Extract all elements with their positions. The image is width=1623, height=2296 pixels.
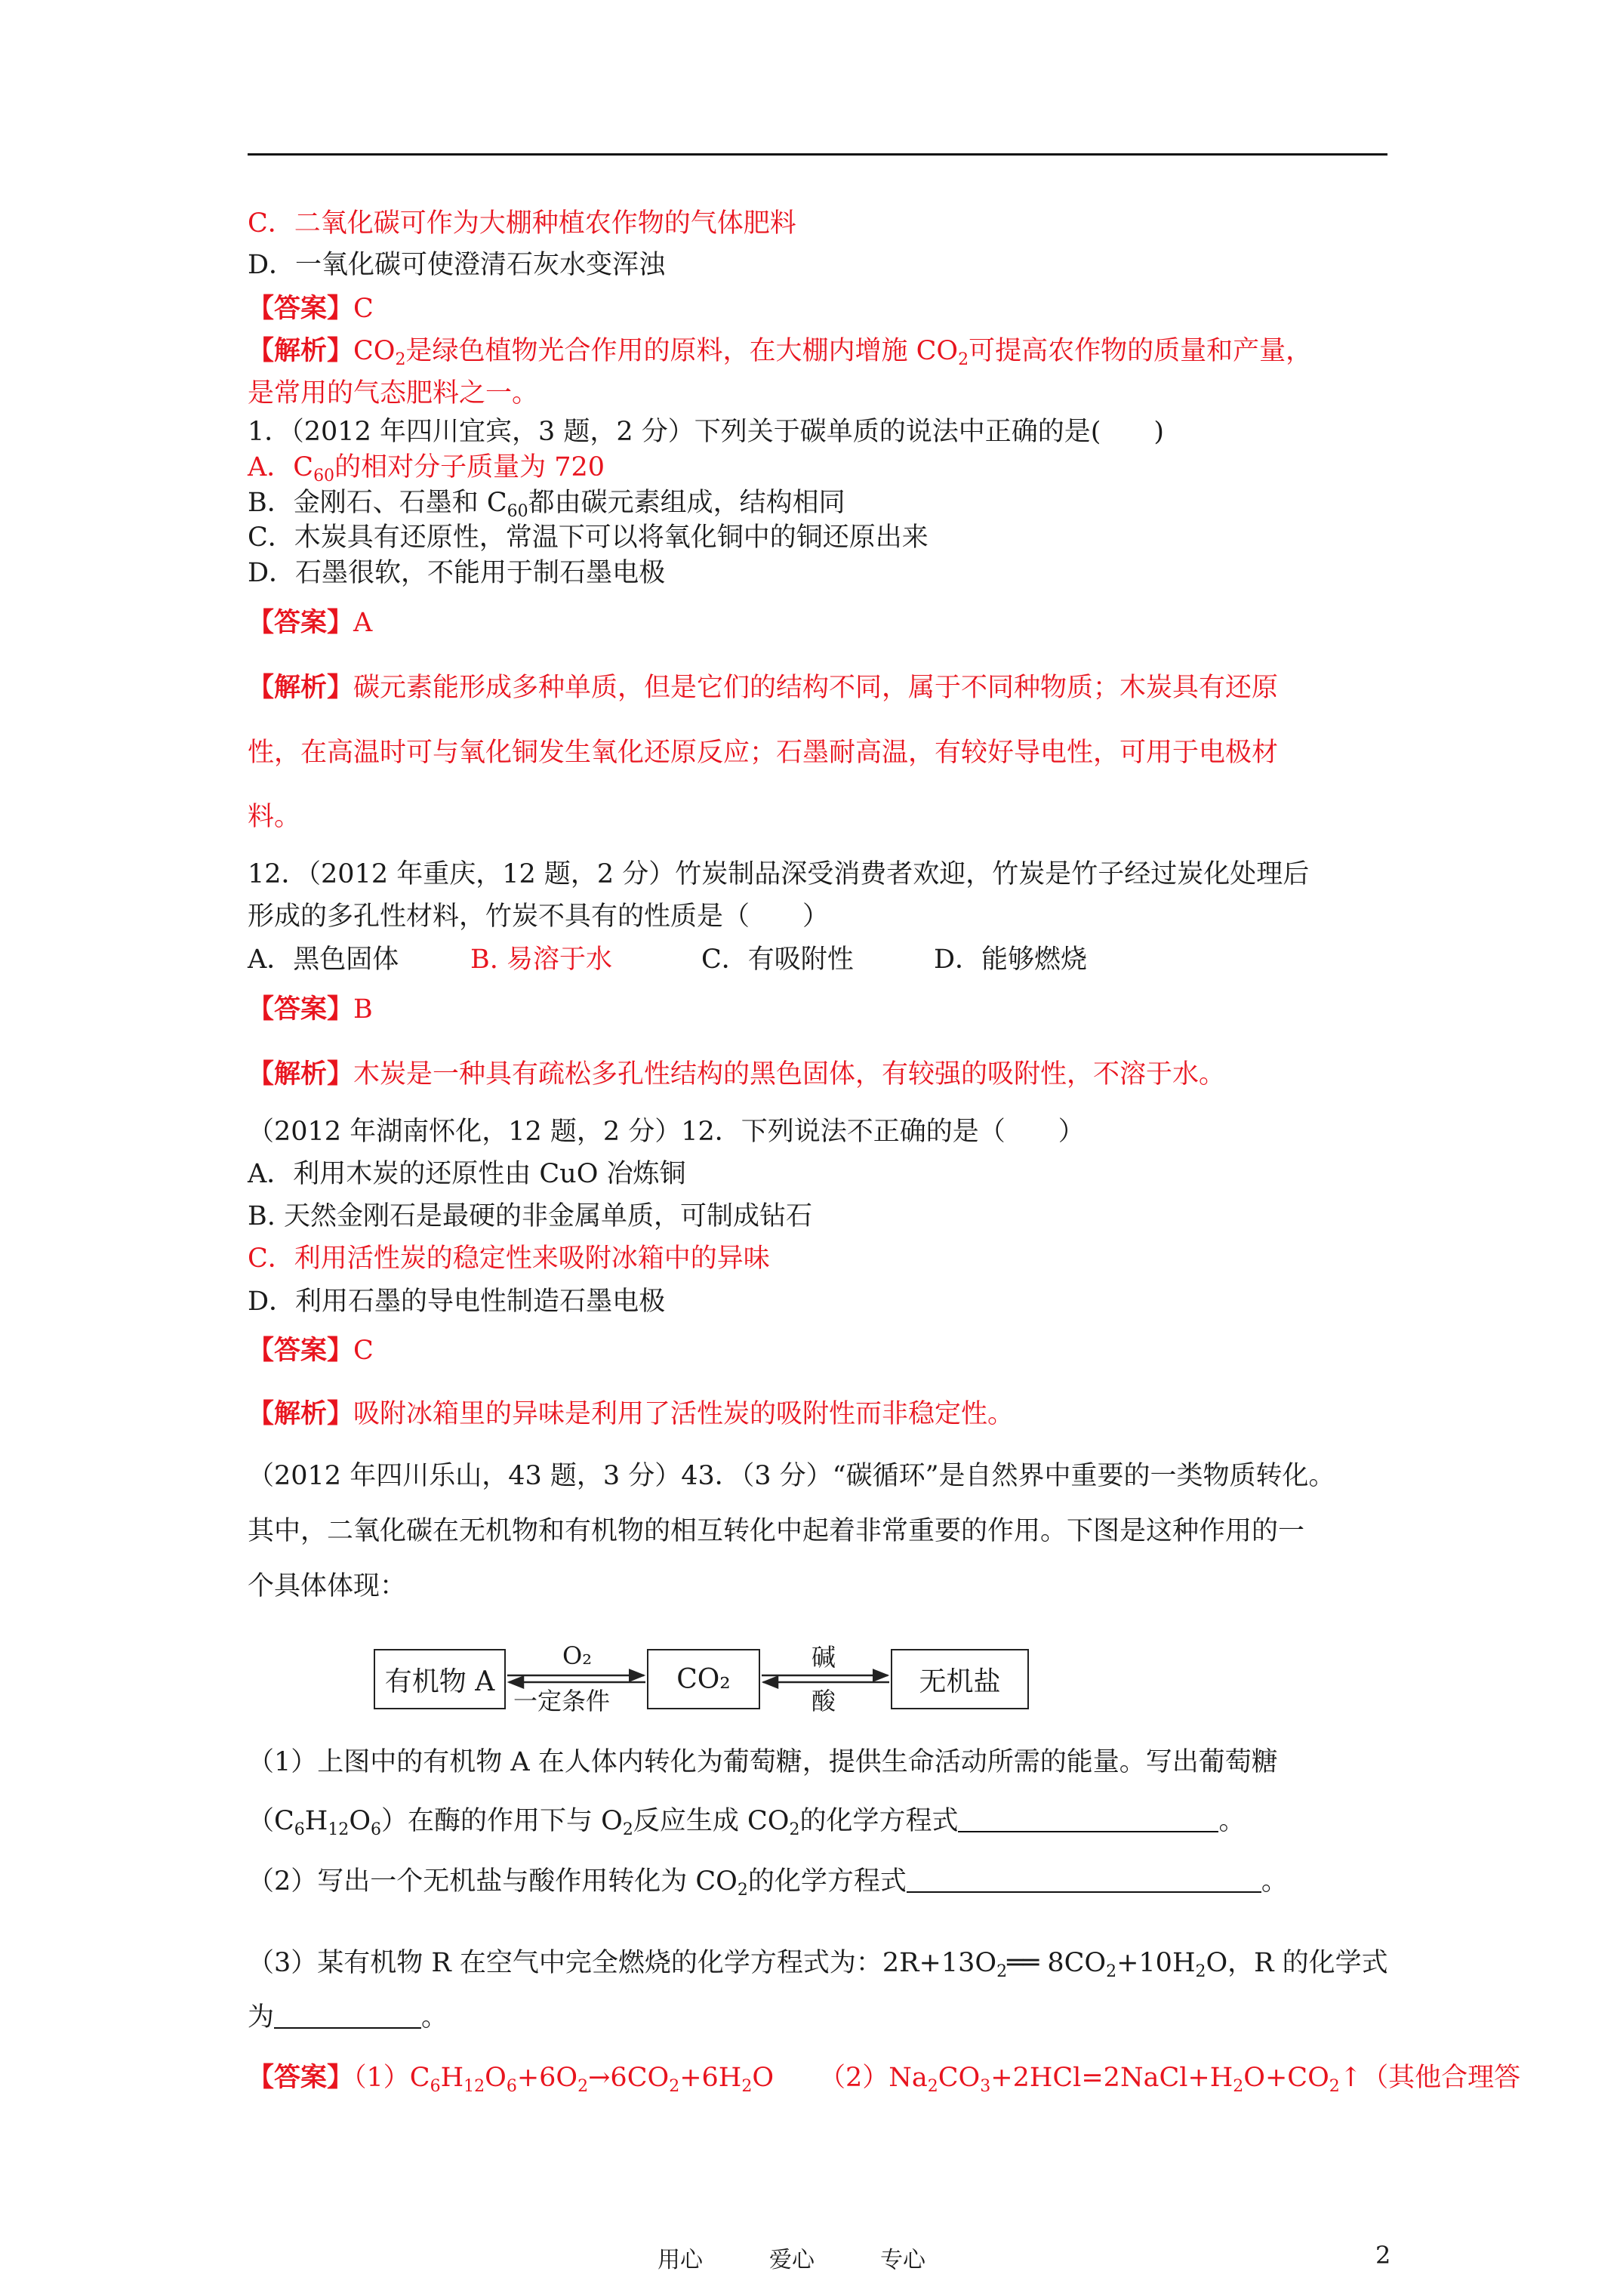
- text: （C: [248, 1806, 294, 1836]
- q12-analysis: [248, 1056, 1225, 1093]
- subscript: 12: [328, 1820, 350, 1839]
- answer-label: 【答案】: [248, 293, 354, 324]
- q-huaihua-option-a: A．利用木炭的还原性由 CuO 冶炼铜: [248, 1159, 686, 1189]
- text: O: [752, 2063, 775, 2093]
- text: 。: [1218, 1806, 1246, 1836]
- q43-part1-line1: （1）上图中的有机物 A 在人体内转化为葡萄糖，提供生命活动所需的能量。写出葡萄糖: [248, 1747, 1278, 1777]
- text: O，R 的化学式: [1206, 1948, 1388, 1978]
- label-o2: O₂: [562, 1641, 593, 1670]
- answer-label: 【答案】: [248, 994, 354, 1025]
- subscript: 2: [741, 2077, 753, 2096]
- answer-label: 【答案】: [248, 2062, 354, 2093]
- subscript: 6: [506, 2077, 517, 2096]
- label-base: 碱: [812, 1643, 836, 1672]
- subscript: 2: [737, 1881, 748, 1900]
- text: O+CO: [1243, 2063, 1329, 2093]
- q1-stem: 1．（2012 年四川宜宾，3 题，2 分）下列关于碳单质的说法中正确的是( ): [248, 417, 1165, 447]
- q-huaihua-stem: （2012 年湖南怀化，12 题，2 分）12．下列说法不正确的是（ ）: [248, 1117, 1085, 1147]
- analysis-label: 【解析】: [248, 1398, 354, 1429]
- q-prev-option-d: D．一氧化碳可使澄清石灰水变浑浊: [248, 250, 666, 280]
- q-huaihua-analysis: [248, 1396, 1014, 1432]
- q1-option-c: C．木炭具有还原性，常温下可以将氧化铜中的铜还原出来: [248, 522, 929, 553]
- q43-stem-line3: 个具体体现：: [248, 1571, 407, 1601]
- text: +10H: [1116, 1948, 1196, 1978]
- answer-blank: [958, 1805, 1218, 1832]
- text: 的化学方程式: [747, 1866, 907, 1897]
- text: O: [485, 2063, 507, 2093]
- subscript: 60: [507, 502, 528, 521]
- answer-value: C: [353, 294, 374, 324]
- diagram-arrows: [374, 1643, 1061, 1711]
- answer-value: B: [353, 994, 373, 1025]
- subscript: 2: [577, 2077, 589, 2096]
- q12-answer: [248, 991, 373, 1028]
- text: ══ 8CO: [1007, 1948, 1107, 1978]
- subscript: 6: [430, 2077, 441, 2096]
- text: CO: [938, 2063, 981, 2093]
- text: （2）写出一个无机盐与酸作用转化为 CO: [248, 1866, 738, 1897]
- footer-text-1: 用心: [658, 2247, 703, 2273]
- text: →6CO: [588, 2063, 670, 2093]
- answer-blank: [274, 2002, 421, 2029]
- q1-analysis-line1: [248, 670, 1278, 706]
- q-huaihua-answer: [248, 1333, 374, 1369]
- text: ）在酶的作用下与 O: [381, 1806, 623, 1836]
- subscript: 2: [1106, 1962, 1117, 1981]
- label-acid: 酸: [812, 1687, 836, 1715]
- answer-value: A: [353, 608, 373, 638]
- q1-option-b: [248, 485, 845, 521]
- text: O: [349, 1806, 371, 1836]
- footer-text-3: 专心: [880, 2247, 925, 2273]
- q12-stem-line2: 形成的多孔性材料，竹炭不具有的性质是（ ）: [248, 901, 830, 932]
- analysis-text: 是绿色植物光合作用的原料，在大棚内增施 CO: [405, 336, 959, 366]
- analysis-label: 【解析】: [248, 672, 354, 703]
- q1-analysis-line3: 料。: [248, 802, 301, 832]
- analysis-text: 可提高农作物的质量和产量，: [969, 336, 1313, 366]
- subscript: 3: [980, 2077, 991, 2096]
- option-text: B．金刚石、石墨和 C: [248, 488, 507, 518]
- answer-label: 【答案】: [248, 607, 354, 638]
- q-huaihua-option-b: B. 天然金刚石是最硬的非金属单质，可制成钻石: [248, 1201, 812, 1231]
- option-text: A．C: [248, 452, 314, 482]
- analysis-text: 吸附冰箱里的异味是利用了活性炭的吸附性而非稳定性。: [353, 1399, 1015, 1429]
- text: H: [440, 2063, 464, 2093]
- subscript: 2: [927, 2077, 938, 2096]
- subscript: 2: [1329, 2077, 1340, 2096]
- header-rule: [248, 153, 1387, 156]
- subscript: 2: [1233, 2077, 1244, 2096]
- q12-option-c: C．有吸附性: [701, 945, 854, 975]
- q-prev-option-c: C．二氧化碳可作为大棚种植农作物的气体肥料: [248, 208, 796, 239]
- subscript: 2: [669, 2077, 680, 2096]
- analysis-text: 木炭是一种具有疏松多孔性结构的黑色固体，有较强的吸附性，不溶于水。: [353, 1059, 1226, 1089]
- box-inorganic-salt: 无机盐: [891, 1649, 1029, 1709]
- text: +6H: [679, 2063, 742, 2093]
- option-text: 都由碳元素组成，结构相同: [528, 488, 845, 518]
- subscript: 2: [789, 1820, 800, 1839]
- carbon-cycle-diagram: [374, 1641, 1061, 1715]
- q-prev-analysis-line1: [248, 333, 1312, 369]
- q43-part3-line1: [248, 1945, 1388, 1981]
- text: 的化学方程式: [799, 1806, 959, 1836]
- analysis-text: 碳元素能形成多种单质，但是它们的结构不同，属于不同种物质；木炭具有还原: [353, 673, 1279, 703]
- q12-stem-line1: 12．（2012 年重庆，12 题，2 分）竹炭制品深受消费者欢迎，竹炭是竹子经过炭化处理后: [248, 859, 1310, 889]
- subscript: 2: [395, 350, 406, 369]
- q1-option-a: [248, 449, 605, 485]
- q-prev-analysis-line2: 是常用的气态肥料之一。: [248, 378, 539, 408]
- text: 反应生成 CO: [633, 1806, 790, 1836]
- subscript: 2: [1195, 1962, 1206, 1981]
- subscript: 2: [996, 1962, 1008, 1981]
- q12-option-a: A．黑色固体: [248, 945, 399, 975]
- q12-option-d: D．能够燃烧: [934, 945, 1088, 975]
- text: （1）C: [353, 2063, 430, 2093]
- subscript: 2: [958, 350, 969, 369]
- box-organic-a: 有机物 A: [374, 1649, 506, 1709]
- q1-analysis-line2: 性，在高温时可与氧化铜发生氧化还原反应；石墨耐高温，有较好导电性，可用于电极材: [248, 738, 1279, 768]
- analysis-label: 【解析】: [248, 1059, 354, 1089]
- q1-option-d: D．石墨很软，不能用于制石墨电极: [248, 558, 666, 588]
- option-text: 的相对分子质量为 720: [334, 452, 605, 482]
- subscript: 6: [371, 1820, 382, 1839]
- q43-stem-line2: 其中，二氧化碳在无机物和有机物的相互转化中起着非常重要的作用。下图是这种作用的一: [248, 1516, 1305, 1546]
- text: （2）Na: [819, 2063, 928, 2093]
- text: +6O: [516, 2063, 578, 2093]
- q12-option-b: B. 易溶于水: [470, 945, 612, 975]
- text: 。: [421, 2002, 448, 2032]
- text: ↑（其他合理答: [1339, 2063, 1521, 2093]
- page-number: 2: [1375, 2241, 1391, 2270]
- text: +2HCl=2NaCl+H: [990, 2063, 1233, 2093]
- label-condition: 一定条件: [513, 1687, 611, 1715]
- q43-part2: [248, 1863, 1288, 1900]
- subscript: 6: [294, 1820, 305, 1839]
- box-co2: CO₂: [647, 1649, 760, 1709]
- q43-part3-line2: [248, 1999, 448, 2036]
- q1-answer: [248, 605, 372, 641]
- subscript: 60: [313, 467, 335, 485]
- subscript: 12: [463, 2077, 485, 2096]
- q43-answer: [248, 2060, 1520, 2096]
- answer-blank: [907, 1866, 1261, 1893]
- q-huaihua-option-d: D．利用石墨的导电性制造石墨电极: [248, 1287, 666, 1317]
- text: 为: [248, 2002, 275, 2032]
- footer-text-2: 爱心: [769, 2247, 815, 2273]
- q-prev-answer: [248, 291, 374, 327]
- analysis-text: CO: [353, 336, 396, 366]
- subscript: 2: [622, 1820, 633, 1839]
- q12-options: [248, 942, 1087, 978]
- q43-part1-line2: [248, 1803, 1245, 1839]
- q43-stem-line1: （2012 年四川乐山，43 题，3 分）43．（3 分）“碳循环”是自然界中重要的一类物质转化。: [248, 1461, 1335, 1491]
- q-huaihua-option-c: C．利用活性炭的稳定性来吸附冰箱中的异味: [248, 1244, 770, 1274]
- text: H: [304, 1806, 328, 1836]
- answer-value: C: [353, 1336, 374, 1366]
- text: 。: [1261, 1866, 1288, 1897]
- analysis-label: 【解析】: [248, 335, 354, 366]
- text: （3）某有机物 R 在空气中完全燃烧的化学方程式为：2R+13O: [248, 1948, 997, 1978]
- answer-label: 【答案】: [248, 1335, 354, 1366]
